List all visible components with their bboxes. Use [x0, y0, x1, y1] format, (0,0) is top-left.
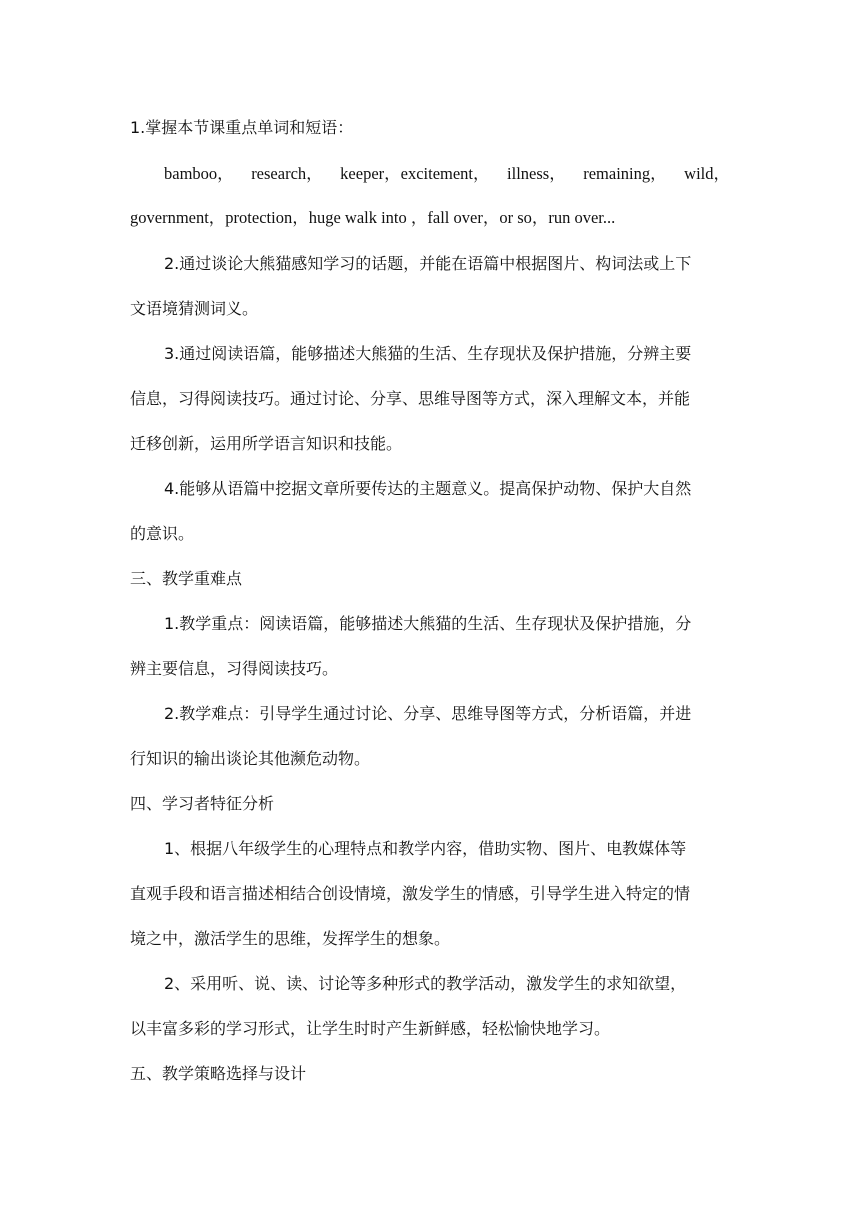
learner-2-line-1: 2、采用听、说、读、讨论等多种形式的教学活动，激发学生的求知欲望， — [164, 974, 687, 993]
key-point-line-1: 1.教学重点：阅读语篇，能够描述大熊猫的生活、生存现状及保护措施，分 — [164, 614, 692, 633]
difficulty-line-1: 2.教学难点：引导学生通过讨论、分享、思维导图等方式，分析语篇，并进 — [164, 704, 692, 723]
learner-1-line-1: 1、根据八年级学生的心理特点和教学内容，借助实物、图片、电教媒体等 — [164, 839, 687, 858]
learner-1-line-3: 境之中，激活学生的思维，发挥学生的想象。 — [130, 929, 451, 948]
objective-3-line-3: 迁移创新，运用所学语言知识和技能。 — [130, 434, 403, 453]
vocab-word: illness， — [507, 164, 566, 183]
section-5-heading: 五、教学策略选择与设计 — [130, 1064, 307, 1083]
vocab-word: wild， — [684, 164, 730, 183]
objective-1-title: 1.掌握本节课重点单词和短语： — [130, 118, 354, 137]
key-point-line-2: 辨主要信息，习得阅读技巧。 — [130, 659, 339, 678]
objective-4-line-2: 的意识。 — [130, 524, 195, 543]
difficulty-line-2: 行知识的输出谈论其他濒危动物。 — [130, 749, 371, 768]
section-4-heading: 四、学习者特征分析 — [130, 794, 275, 813]
learner-1-line-2: 直观手段和语言描述相结合创设情境，激发学生的情感，引导学生进入特定的情 — [130, 884, 691, 903]
objective-2-line-1: 2.通过谈论大熊猫感知学习的话题，并能在语篇中根据图片、构词法或上下 — [164, 254, 692, 273]
vocab-line-2: government，protection，huge walk into ，fall over，or so，run over... — [130, 208, 616, 227]
objective-4-line-1: 4.能够从语篇中挖据文章所要传达的主题意义。提高保护动物、保护大自然 — [164, 479, 692, 498]
objective-3-line-1: 3.通过阅读语篇，能够描述大熊猫的生活、生存现状及保护措施，分辨主要 — [164, 344, 692, 363]
vocab-word: research， — [251, 164, 323, 183]
objective-2-line-2: 文语境猜测词义。 — [130, 299, 259, 318]
vocab-line-1 — [164, 162, 730, 186]
vocab-word: bamboo， — [164, 164, 234, 183]
objective-3-line-2: 信息，习得阅读技巧。通过讨论、分享、思维导图等方式，深入理解文本，并能 — [130, 389, 691, 408]
section-3-heading: 三、教学重难点 — [130, 569, 243, 588]
vocab-word: remaining， — [583, 164, 667, 183]
learner-2-line-2: 以丰富多彩的学习形式，让学生时时产生新鲜感，轻松愉快地学习。 — [130, 1019, 611, 1038]
vocab-word: keeper，excitement， — [340, 164, 490, 183]
